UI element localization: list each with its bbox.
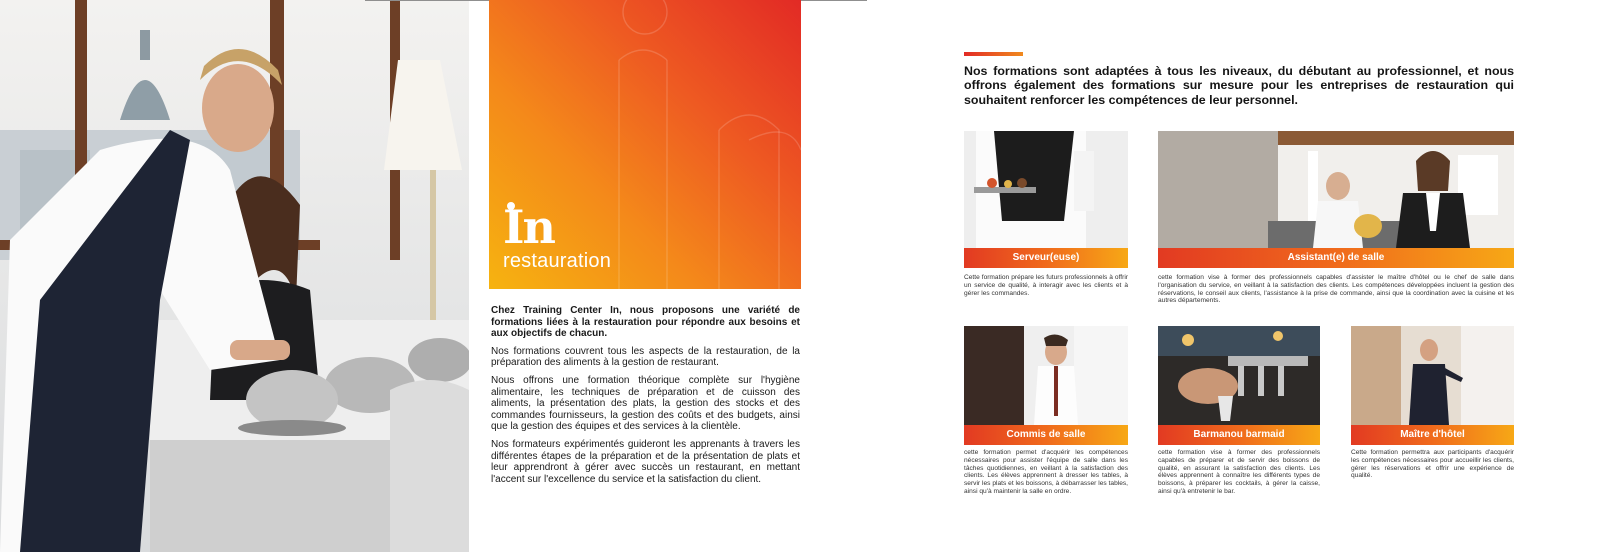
card-title-band-commis-de-salle: Commis de salle	[964, 425, 1128, 445]
section-headline: Nos formations sont adaptées à tous les niveaux, du débutant au professionnel, et nous offrons également des formations sur mesure pour les entreprises de restauration qui souhaitent renforcer les compétences de leur personnel.	[964, 64, 1514, 107]
card-photo-barman-barmaid	[1158, 326, 1320, 425]
card-photo-maitre-d-hotel	[1351, 326, 1514, 425]
intro-lead: Chez Training Center In, nous proposons une variété de formations liées à la restauration pour répondre aux besoins et aux objectifs de chacun.	[491, 305, 800, 340]
card-photo-assistant-de-salle	[1158, 131, 1514, 248]
card-description-assistant-de-salle: cette formation vise à former des professionnels capables d'assister le maître d'hôtel ou le chef de salle dans l'organisation du service, en veillant à la satisfaction des clients. Les compétences développées incluent la gestion des réservations, le conseil aux clients, l'assistance à la prise de commande, ainsi que la coordination avec la cuisine et les autres départements.	[1158, 274, 1514, 305]
intro-text	[491, 305, 800, 491]
course-card-serveur	[964, 131, 1128, 301]
accent-bar	[964, 52, 1023, 56]
brand-panel	[489, 0, 801, 289]
course-card-commis-de-salle	[964, 326, 1128, 506]
brand-logo: In	[503, 200, 554, 254]
intro-paragraph-2: Nous offrons une formation théorique complète sur l'hygiène alimentaire, les techniques de préparation et de cuisson des aliments, la présentation des plats, la gestion des stocks et des commandes fournisseurs, la gestion des coûts et des budgets, ainsi que la gestion des équipes et des services à la clientèle.	[491, 374, 800, 433]
hero-photo-waiter-serving	[0, 0, 469, 552]
course-card-maitre-d-hotel	[1351, 326, 1514, 506]
card-title-band-barman-barmaid: Barmanou barmaid	[1158, 425, 1320, 445]
card-description-barman-barmaid: cette formation vise à former des professionnels capables de préparer et de servir des boissons de qualité, en assurant la satisfaction des clients. Les élèves apprennent à connaître les différents types de boissons, à préparer les cocktails, à gérer la caisse, ainsi qu'à entretenir le bar.	[1158, 449, 1320, 495]
card-title-band-assistant-de-salle: Assistant(e) de salle	[1158, 248, 1514, 268]
card-photo-serveur	[964, 131, 1128, 248]
card-photo-commis-de-salle	[964, 326, 1128, 425]
card-title-band-serveur: Serveur(euse)	[964, 248, 1128, 268]
intro-paragraph-1: Nos formations couvrent tous les aspects de la restauration, de la préparation des aliments à la gestion de restaurant.	[491, 345, 800, 369]
card-description-maitre-d-hotel: Cette formation permettra aux participants d'acquérir les compétences nécessaires pour accueillir les clients, gérer les réservations et offrir une expérience de qualité.	[1351, 449, 1514, 480]
card-title-band-maitre-d-hotel: Maître d'hôtel	[1351, 425, 1514, 445]
card-description-serveur: Cette formation prépare les futurs professionnels à offrir un service de qualité, à interagir avec les clients et à gérer les commandes.	[964, 274, 1128, 297]
brand-wordmark: restauration	[503, 250, 612, 272]
card-description-commis-de-salle: cette formation permet d'acquérir les compétences nécessaires pour assister l'équipe de salle dans les tâches quotidiennes, en veillant à la satisfaction des clients. Les élèves apprennent à dresser les tables, à servir les plats et les boissons, à débarrasser les tables, ainsi qu'à maintenir la salle en ordre.	[964, 449, 1128, 495]
course-card-assistant-de-salle	[1158, 131, 1514, 311]
course-card-barman-barmaid	[1158, 326, 1320, 506]
intro-paragraph-3: Nos formateurs expérimentés guideront les apprenants à travers les différentes étapes de la préparation et de la présentation de plats et leur apprendront à gérer avec succès un restaurant, en mettant l'accent sur l'excellence du service et la satisfaction du client.	[491, 438, 800, 485]
